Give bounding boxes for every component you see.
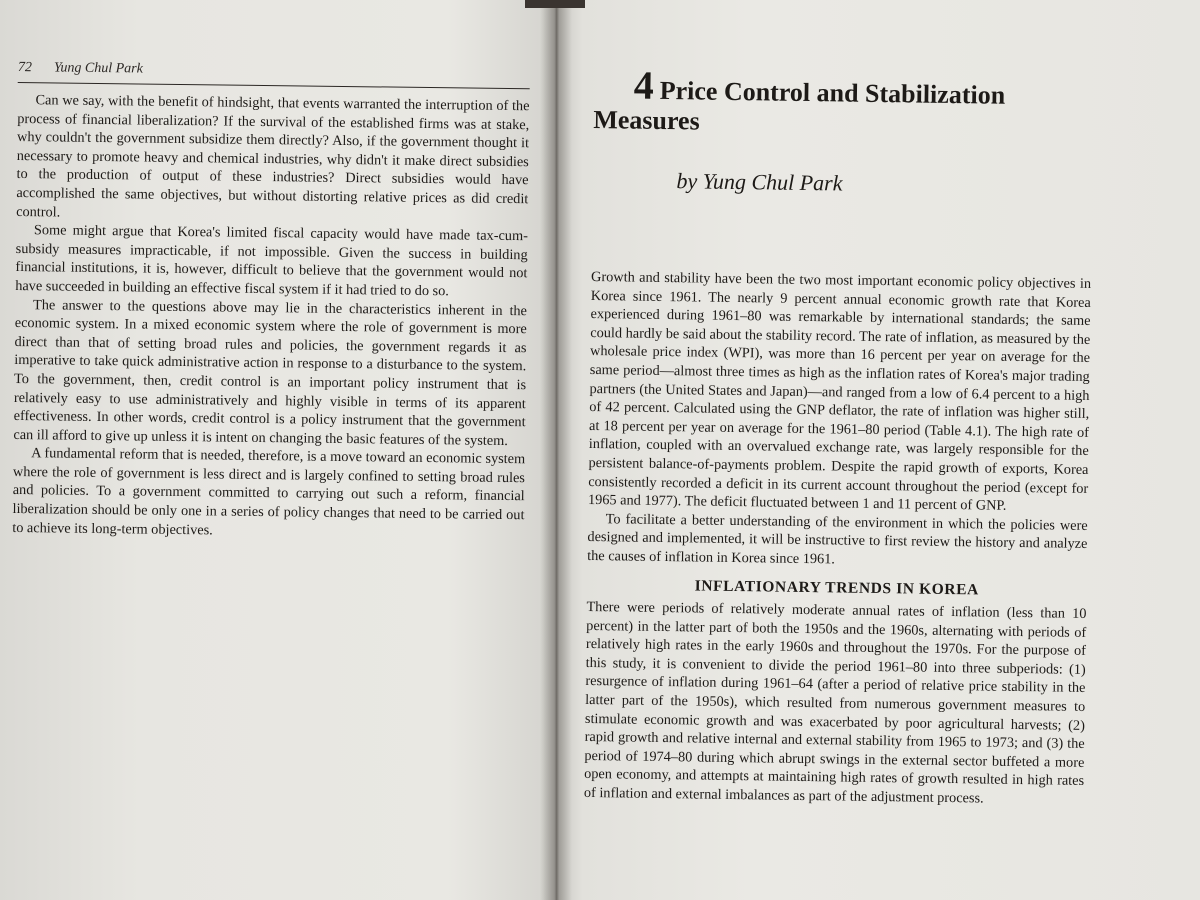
right-page-content bbox=[583, 62, 1094, 810]
chapter-title-line2: Measures bbox=[593, 104, 700, 136]
book-gutter bbox=[540, 0, 572, 900]
paragraph: To facilitate a better understanding of the environment in which the policies were designed and implemented, it will be instructive to first review the history and analyze the causes of inflation in Korea since 1961. bbox=[587, 510, 1088, 568]
paragraph: Can we say, with the benefit of hindsight, that events warranted the interruption of the process of financial liberalization? If the survival of the established firms was at stake, why couldn't the government subsidize them directly? Also, if the government thought it necessary to promote heavy and chemical industries, why didn't it make direct subsidies to the production of output of these industries? Direct subsidies would have accomplished the same objectives, but without distorting relative prices as did credit control. bbox=[16, 92, 530, 221]
paragraph: A fundamental reform that is needed, therefore, is a move toward an economic system where the role of government is less direct and is largely confined to setting broad rules and policies. To a government committed to carrying out such a reform, financial liberalization should be only one in a series of policy changes that need to be carried out to achieve its long-term objectives. bbox=[12, 445, 526, 539]
chapter-byline: by Yung Chul Park bbox=[676, 168, 843, 196]
chapter-number: 4 bbox=[633, 62, 655, 108]
paragraph: The answer to the questions above may lie in the characteristics inherent in the economic system. In a mixed economic system where the role of government is more direct than that of setting broad rules and policies, the government regards it as imperative to take quick administrative action in response to a disturbance to the system. To the government, then, credit control is an important policy instrument that is relatively easy to use administratively and highly visible in terms of its apparent effectiveness. In other words, credit control is a policy instrument that the government can ill afford to give up unless it is intent on changing the basic features of the system. bbox=[13, 296, 528, 449]
chapter-title: Price Control and Stabilization bbox=[659, 75, 1006, 110]
left-body-text bbox=[12, 91, 529, 543]
paragraph: Growth and stability have been the two most important economic policy objectives in Korea since 1961. The nearly 9 percent annual economic growth rate that Korea experienced during 1961–80 was remarkable by international standards; the same could hardly be said about the stability record. The rate of inflation, as measured by the wholesale price index (WPI), was more than 16 percent per year on average for the same period—almost three times as high as the inflation rates of Korea's major trading partners (the United States and Japan)—and ranged from a low of 6.4 percent to a high of 42 percent. Calculated using the GNP deflator, the rate of inflation was higher still, at 18 percent per year on average for the 1961–80 period (Table 4.1). The high rate of inflation, coupled with an overvalued exchange rate, was largely responsible for the persistent balance-of-payments problem. Despite the rapid growth of exports, Korea consistently recorded a deficit in its current account throughout the period (except for 1965 and 1977). The deficit fluctuated between 1 and 11 percent of GNP. bbox=[587, 268, 1092, 514]
right-body-text bbox=[584, 268, 1091, 810]
section-heading: INFLATIONARY TRENDS IN KOREA bbox=[694, 576, 980, 598]
left-page-content bbox=[12, 60, 530, 543]
paragraph: Some might argue that Korea's limited fiscal capacity would have made tax-cum-subsidy measures impracticable, if not impossible. Given the success in building financial institutions, it is, however, difficult to believe that the government would not have succeeded in building an effective fiscal system if it had tried to do so. bbox=[15, 222, 528, 300]
page-edge-shadow bbox=[525, 0, 585, 8]
page-number: 72 bbox=[17, 60, 32, 76]
running-head-author: Yung Chul Park bbox=[53, 60, 143, 77]
paragraph: There were periods of relatively moderate annual rates of inflation (less than 10 percent) in the latter part of both the 1950s and the 1960s, alternating with periods of relatively high rates in the early 1960s and throughout the 1970s. For the purpose of this study, it is convenient to divide the period 1961–80 into three subperiods: (1) resurgence of inflation during 1961–64 (after a period of relative price stability in the latter part of the 1950s), which resulted from numerous government measures to stimulate economic growth and was exacerbated by poor agricultural harvests; (2) rapid growth and relative internal and external stability from 1965 to 1973; and (3) the period of 1974–80 during which abrupt swings in the external sector buffeted a more open economy, and attempts at maintaining high rates of growth resulted in high rates of inflation and external imbalances as part of the adjustment process. bbox=[583, 599, 1087, 807]
